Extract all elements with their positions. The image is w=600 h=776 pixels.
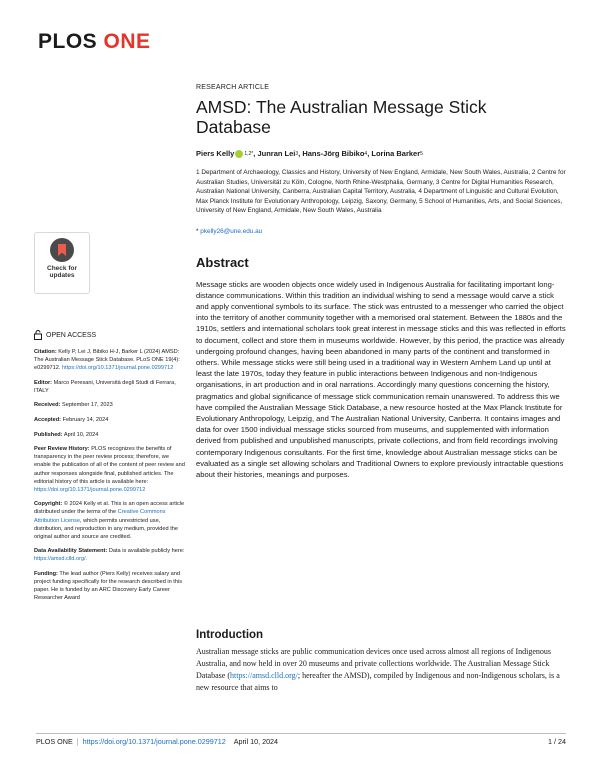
accepted-date: February 14, 2024 bbox=[62, 417, 109, 424]
citation-block bbox=[34, 348, 186, 372]
footer-doi-link[interactable]: https://doi.org/10.1371/journal.pone.0299712 bbox=[82, 737, 226, 746]
check-for-updates-label bbox=[47, 265, 77, 279]
funding-text: The lead author (Piers Kelly) receives salary and project funding specifically for the research described in this paper. He is funded by an ARC Discovery Early Career Researcher Award bbox=[34, 570, 182, 602]
author-name: Hans-Jörg Bibiko bbox=[302, 149, 365, 158]
copyright-label: Copyright: bbox=[34, 501, 63, 508]
author-affiliation-marker: 5 bbox=[420, 150, 423, 157]
received-label: Received: bbox=[34, 402, 61, 409]
copyright-block bbox=[34, 500, 186, 540]
author-separator: , bbox=[367, 149, 372, 158]
license-link[interactable]: Creative Commons Attribution License bbox=[34, 509, 166, 524]
journal-logo bbox=[38, 30, 151, 54]
published-label: Published: bbox=[34, 431, 63, 438]
check-line-1: Check for bbox=[47, 265, 77, 272]
accepted-block bbox=[34, 416, 186, 424]
orcid-icon[interactable] bbox=[235, 150, 243, 158]
published-block bbox=[34, 431, 186, 439]
copyright-text-end: , which permits unrestricted use, distribution, and reproduction in any medium, provided the original author and source are credited. bbox=[34, 517, 178, 540]
introduction-text bbox=[196, 646, 568, 694]
article-title: AMSD: The Australian Message Stick Database bbox=[196, 97, 487, 137]
author-affiliation-marker: 4 bbox=[364, 150, 368, 157]
page-number: 1 / 24 bbox=[548, 737, 566, 746]
open-access-badge bbox=[34, 330, 96, 340]
citation-label: Citation: bbox=[34, 349, 57, 355]
editor-label: Editor: bbox=[34, 379, 53, 386]
peer-review-link[interactable]: https://doi.org/10.1371/journal.pone.0299712 bbox=[34, 486, 146, 493]
peer-review-label: Peer Review History: bbox=[34, 446, 90, 453]
peer-review-text: PLOS recognizes the benefits of transparency in the peer review process; therefore, we enable the publication of all of the content of peer review and author responses alongside final, published articles. The editorial history of this article is available here: bbox=[34, 446, 185, 485]
author-affiliation-marker: 3 bbox=[295, 150, 299, 157]
editor-block bbox=[34, 379, 186, 395]
footer-date: April 10, 2024 bbox=[233, 737, 279, 746]
corresponding-star: * bbox=[196, 227, 199, 235]
author-name: Piers Kelly bbox=[196, 149, 235, 158]
citation-doi-link[interactable]: https://doi.org/10.1371/journal.pone.0299712 bbox=[62, 365, 174, 372]
check-for-updates-button[interactable] bbox=[34, 232, 90, 294]
accepted-label: Accepted: bbox=[34, 417, 62, 424]
intro-text-start: Australian message sticks are public communication devices once used across almost all regions of Indigenous Australia, and now held in over 20 museums and private collections worldwide. The Australian Message Stick Database ( bbox=[196, 647, 552, 680]
amsd-link[interactable]: https://amsd.clld.org/ bbox=[229, 671, 298, 680]
peer-review-block bbox=[34, 445, 186, 494]
abstract-heading: Abstract bbox=[196, 254, 249, 270]
corresponding-email bbox=[196, 228, 566, 235]
author-affiliation-marker: 1,2* bbox=[244, 150, 254, 157]
email-link[interactable]: pkelly26@une.edu.au bbox=[200, 227, 263, 235]
footer-divider bbox=[36, 733, 566, 734]
article-metadata bbox=[34, 348, 186, 609]
bookmark-icon bbox=[50, 238, 74, 262]
intro-text-end: ; hereafter the AMSD), compiled by Indigenous and non-Indigenous scholars, is a new resource that aims to bbox=[196, 671, 560, 692]
open-lock-icon bbox=[34, 330, 42, 340]
logo-plos: PLOS bbox=[38, 30, 98, 53]
received-date: September 17, 2023 bbox=[62, 402, 113, 409]
received-block bbox=[34, 401, 186, 409]
data-availability-block bbox=[34, 547, 186, 563]
footer-journal: PLOS ONE bbox=[36, 737, 73, 746]
article-sidebar bbox=[34, 232, 186, 602]
abstract-text: Message sticks are wooden objects once widely used in Indigenous Australia for facilitating important long-distance communications. Within this tradition an individual wishing to send a message would carve a stick and apply conventional symbols to its surface. The stick was entrusted to a messenger who carried the object into the territory of another community together with a memorised oral statement. Between the 1880s and the 1910s, settlers and international scholars took great interest in message sticks and this was reflected in efforts to document, collect and store them in museums worldwide. However, by this period, the practice was already undergoing profound changes, having been abandoned in many parts of the continent and transformed in others. While message sticks were still being used in a traditional way in Western Arnhem Land up until at least the late 1970s, today they feature in public interactions between Indigenous and non-Indigenous organisations, in art production and in oral narrations. Accordingly many questions concerning the history, pragmatics and global significance of message stick communication remain unanswered. To address this we have compiled the Australian Message Stick Database, a new resource hosted at the Max Planck Institute for Evolutionary Anthropology, Leipzig, and The Australian National University, Canberra. It contains images and data for over 1500 individual message sticks sourced from museums, and supplemented with information derived from published and unpublished manuscripts, private collections, and from field recordings involving contemporary Indigenous consultants. For the first time, knowledge about Australian message sticks can be evaluated as a single set allowing scholars and Traditional Owners to explore previously intractable questions about their histories, meanings and purposes. bbox=[196, 279, 566, 479]
page-footer bbox=[36, 737, 566, 746]
article-main bbox=[196, 84, 566, 480]
footer-separator: | bbox=[76, 737, 79, 746]
data-availability-link[interactable]: https://amsd.clld.org/. bbox=[34, 556, 88, 563]
data-availability-text: Data is available publicly here: bbox=[108, 548, 185, 555]
author-separator: , bbox=[253, 149, 258, 158]
author-list bbox=[196, 149, 566, 158]
funding-block bbox=[34, 570, 186, 602]
author-name: Lorina Barker bbox=[371, 149, 421, 158]
editor-text: Marco Peresani, Università degli Studi di Ferrara, ITALY bbox=[34, 379, 176, 394]
check-line-2: updates bbox=[49, 272, 75, 279]
article-type: RESEARCH ARTICLE bbox=[196, 84, 270, 91]
data-availability-label: Data Availability Statement: bbox=[34, 548, 108, 555]
introduction-heading: Introduction bbox=[196, 629, 264, 641]
copyright-text: © 2024 Kelly et al. This is an open access article distributed under the terms of the bbox=[34, 501, 185, 516]
affiliations: 1 Department of Archaeology, Classics and History, University of New England, Armidale, New South Wales, Australia, 2 Centre for Australian Studies, Universität zu Köln, Cologne, North Rhine-Westphalia, Germany, 3 Centre for Digital Humanities Research, Australian National University, Canberra, Australian Capital Territory, Australia, 4 Department of Linguistic and Cultural Evolution, Max Planck Institute for Evolutionary Anthropology, Leipzig, Saxony, Germany, 5 School of Humanities, Arts, and Social Sciences, University of New England, Armidale, New South Wales, Australia bbox=[196, 169, 566, 214]
funding-label: Funding: bbox=[34, 570, 58, 577]
author-name: Junran Lei bbox=[257, 149, 296, 158]
citation-text: Kelly P, Lei J, Bibiko H-J, Barker L (2024) AMSD: The Australian Message Stick Database. PLoS ONE 19(4): e0299712. bbox=[34, 349, 180, 372]
open-access-label: OPEN ACCESS bbox=[46, 331, 97, 339]
logo-one: ONE bbox=[103, 30, 151, 53]
published-date: April 10, 2024 bbox=[63, 431, 99, 438]
author-separator: , bbox=[298, 149, 303, 158]
